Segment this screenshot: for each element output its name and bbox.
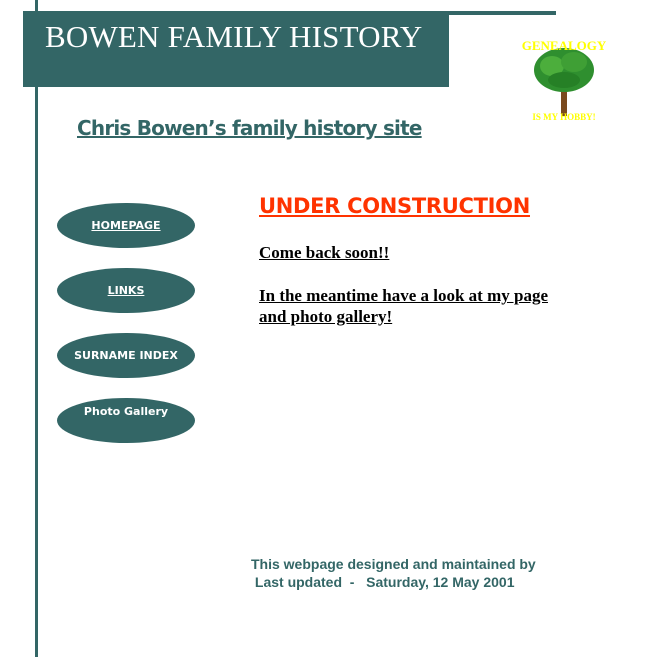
nav-surname-index-label: SURNAME INDEX <box>74 349 178 362</box>
footer <box>251 555 536 591</box>
nav-surname-index-button[interactable] <box>57 333 195 378</box>
footer-updated-text: Last updated - Saturday, 12 May 2001 <box>251 574 515 590</box>
nav-photo-gallery-button[interactable] <box>57 398 195 443</box>
nav-photo-gallery-label: Photo Gallery <box>83 405 169 418</box>
footer-designed-text: This webpage designed and maintained by <box>251 556 536 572</box>
come-back-text: Come back soon!! <box>259 243 390 262</box>
tree-icon <box>532 46 596 118</box>
nav-links-button[interactable] <box>57 268 195 313</box>
nav-homepage-label: HOMEPAGE <box>91 219 161 232</box>
site-title: BOWEN FAMILY HISTORY <box>45 19 423 54</box>
logo-bottom-text: IS MY HOBBY! <box>532 112 596 122</box>
nav-homepage-button[interactable] <box>57 203 195 248</box>
header-banner <box>23 15 449 87</box>
page-subtitle[interactable]: Chris Bowen’s family history site <box>77 116 422 140</box>
genealogy-logo <box>512 36 616 128</box>
logo-top-text: GENEALOGY <box>521 38 607 53</box>
nav-links-label: LINKS <box>107 284 145 297</box>
left-rule <box>35 0 38 657</box>
meantime-text: In the meantime have a look at my page and photo gallery! <box>259 286 548 326</box>
under-construction-heading: UNDER CONSTRUCTION <box>259 194 530 218</box>
